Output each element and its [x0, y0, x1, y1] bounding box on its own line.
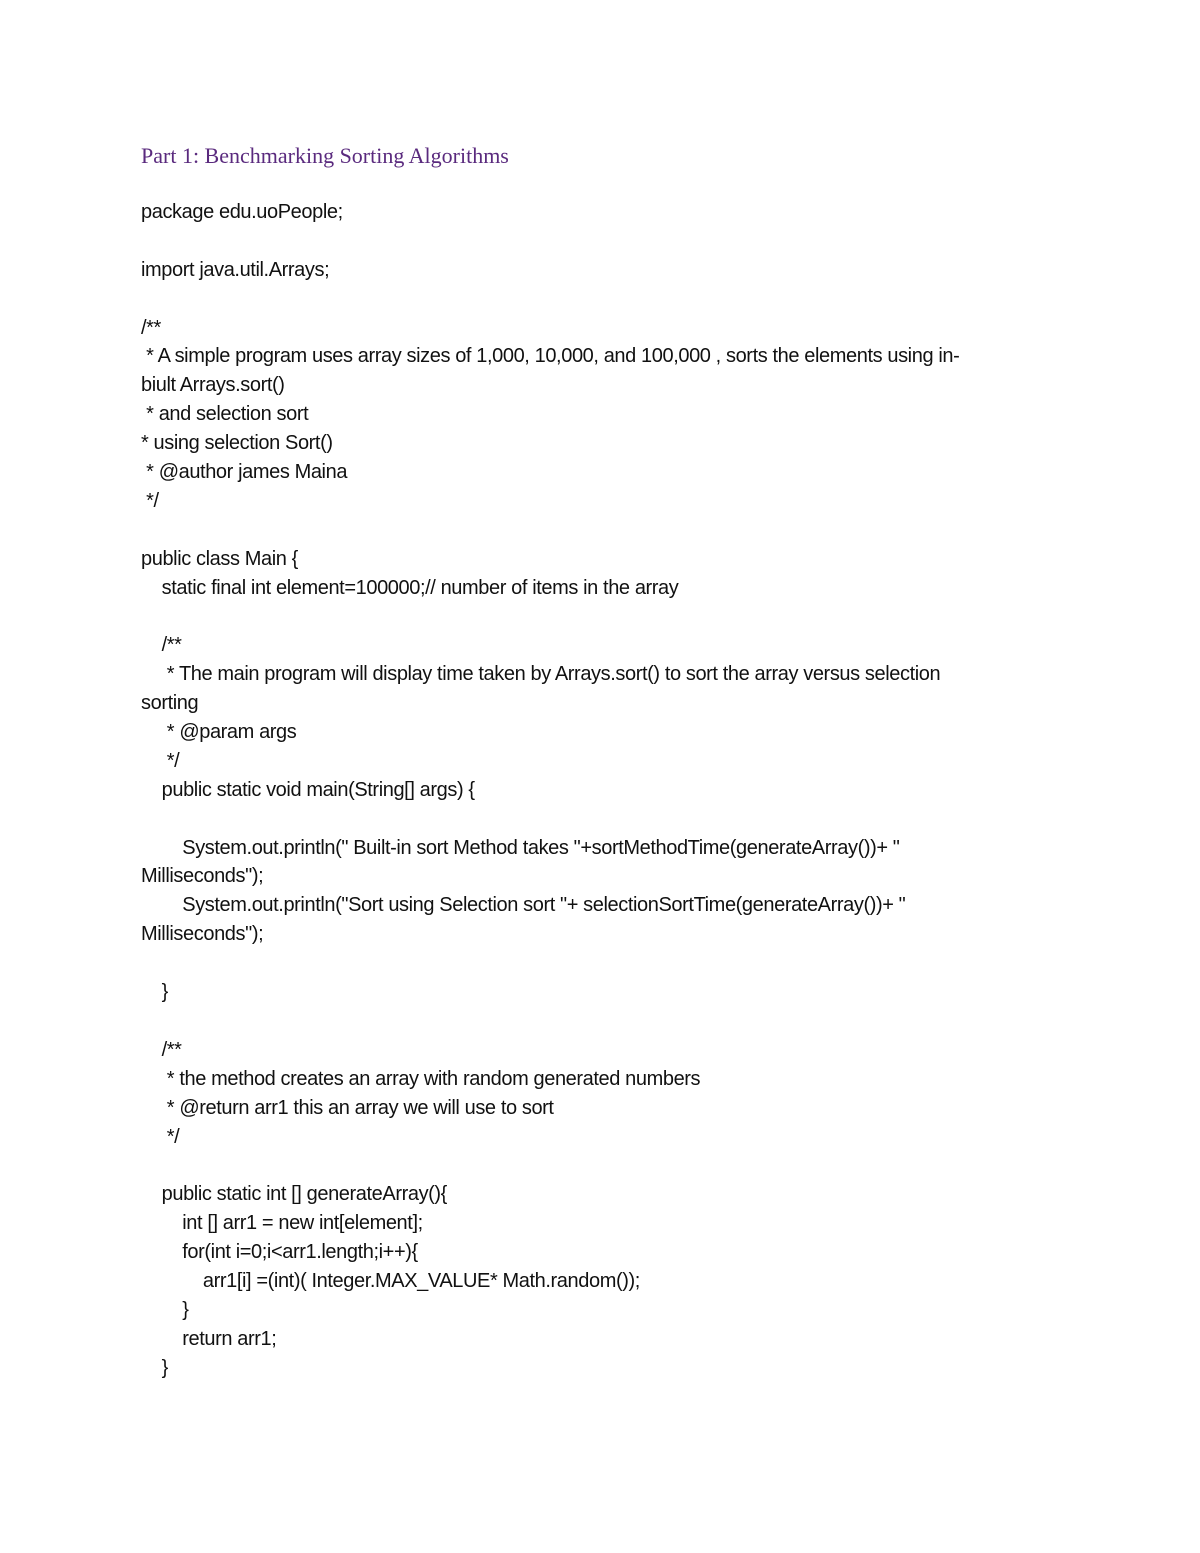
code-line	[141, 516, 1061, 545]
code-line: * @author james Maina	[141, 461, 348, 484]
code-line: */	[141, 489, 159, 512]
code-line: * @param args	[141, 721, 297, 744]
code-line: }	[141, 1298, 189, 1321]
code-line: Milliseconds");	[141, 923, 264, 946]
code-line: System.out.println("Sort using Selection sort "+ selectionSortTime(generateArray())+ "	[141, 894, 906, 917]
code-line: /**	[141, 1038, 182, 1061]
code-line	[141, 805, 1061, 834]
section-heading: Part 1: Benchmarking Sorting Algorithms	[141, 143, 509, 168]
code-line: * The main program will display time taken by Arrays.sort() to sort the array versus selection	[141, 663, 941, 686]
code-line: }	[141, 1356, 168, 1379]
code-line: * @return arr1 this an array we will use to sort	[141, 1096, 554, 1119]
code-line: package edu.uoPeople;	[141, 201, 343, 223]
code-line: for(int i=0;i<arr1.length;i++){	[141, 1241, 418, 1264]
code-line: static final int element=100000;// number of items in the array	[141, 576, 679, 599]
code-line: biult Arrays.sort()	[141, 374, 285, 397]
code-line	[141, 1151, 1061, 1180]
code-line: }	[141, 981, 168, 1004]
code-line	[141, 1007, 1061, 1036]
code-line	[141, 949, 1061, 978]
code-line: * and selection sort	[141, 403, 309, 426]
code-line: public class Main {	[141, 547, 298, 570]
code-line: System.out.println(" Built-in sort Method takes "+sortMethodTime(generateArray())+ "	[141, 836, 900, 859]
code-line: sorting	[141, 692, 199, 715]
code-line: * the method creates an array with random generated numbers	[141, 1067, 701, 1090]
code-line: */	[141, 1125, 180, 1148]
code-listing	[141, 198, 1061, 1383]
code-line: public static void main(String[] args) {	[141, 778, 475, 801]
code-line: * using selection Sort()	[141, 432, 333, 455]
code-line	[141, 602, 1061, 631]
code-line	[141, 227, 1061, 256]
code-line: /**	[141, 316, 161, 339]
code-line: Milliseconds");	[141, 865, 264, 888]
code-line: arr1[i] =(int)( Integer.MAX_VALUE* Math.random());	[141, 1269, 640, 1292]
code-line	[141, 285, 1061, 314]
code-line: /**	[141, 634, 182, 657]
code-line: * A simple program uses array sizes of 1,000, 10,000, and 100,000 , sorts the elements using in-	[141, 345, 960, 368]
code-line: public static int [] generateArray(){	[141, 1183, 447, 1206]
code-line: return arr1;	[141, 1327, 277, 1350]
code-line: */	[141, 749, 180, 772]
code-line: import java.util.Arrays;	[141, 258, 330, 281]
code-line: int [] arr1 = new int[element];	[141, 1212, 423, 1235]
